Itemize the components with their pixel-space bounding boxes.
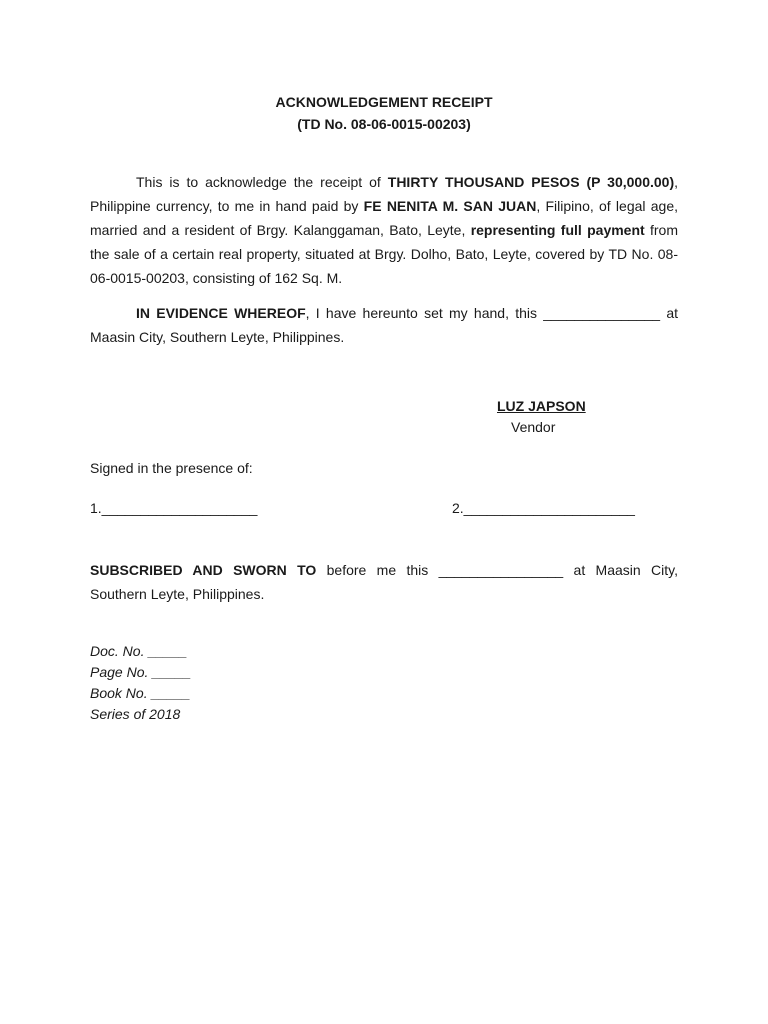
jurat-lead: SUBSCRIBED AND SWORN TO: [90, 562, 317, 578]
notarial-block: [90, 641, 191, 725]
witness-line-2: 2.______________________: [452, 500, 635, 516]
receipt-payer-details: , Filipino, of legal age, married and a resident of Brgy. Kalanggaman, Bato, Leyte,: [90, 198, 678, 238]
page-number: Page No. _____: [90, 664, 192, 680]
vendor-name: LUZ JAPSON: [497, 398, 586, 414]
receipt-intro: This is to acknowledge the receipt of: [136, 174, 388, 190]
evidence-text-2: Maasin City, Southern Leyte, Philippines.: [90, 329, 345, 345]
evidence-paragraph: [90, 301, 678, 349]
receipt-purpose: representing full payment: [470, 222, 645, 238]
receipt-amount: THIRTY THOUSAND PESOS (P 30,000.00): [387, 174, 675, 190]
book-number: Book No. _____: [90, 685, 191, 701]
document-subtitle: (TD No. 08-06-0015-00203): [297, 116, 471, 132]
doc-number: Doc. No. _____: [90, 643, 188, 659]
jurat-paragraph: [90, 558, 678, 606]
receipt-currency-text: , Philippine currency, to me in hand paid by: [90, 174, 679, 214]
receipt-paragraph: [90, 170, 678, 290]
jurat-text-1: before me this ________________ at Maasin City,: [316, 562, 678, 578]
receipt-payer: FE NENITA M. SAN JUAN: [363, 198, 537, 214]
jurat-line-1: [90, 558, 678, 582]
document-title: ACKNOWLEDGEMENT RECEIPT: [275, 94, 493, 110]
evidence-lead: IN EVIDENCE WHEREOF: [136, 305, 306, 321]
jurat-text-2: Southern Leyte, Philippines.: [90, 586, 265, 602]
series-year: Series of 2018: [90, 706, 181, 722]
evidence-line-1: [90, 301, 678, 325]
witness-line-1: 1.____________________: [90, 500, 258, 516]
witness-heading: Signed in the presence of:: [90, 460, 253, 476]
evidence-text-1: , I have hereunto set my hand, this _______________ at: [305, 305, 678, 321]
receipt-property-text: from the sale of a certain real property, situated at Brgy. Dolho, Bato, Leyte, covered by TD No. 08-06-0015-00203, consisting of 162 Sq. M.: [90, 222, 679, 286]
vendor-role: Vendor: [511, 419, 556, 435]
